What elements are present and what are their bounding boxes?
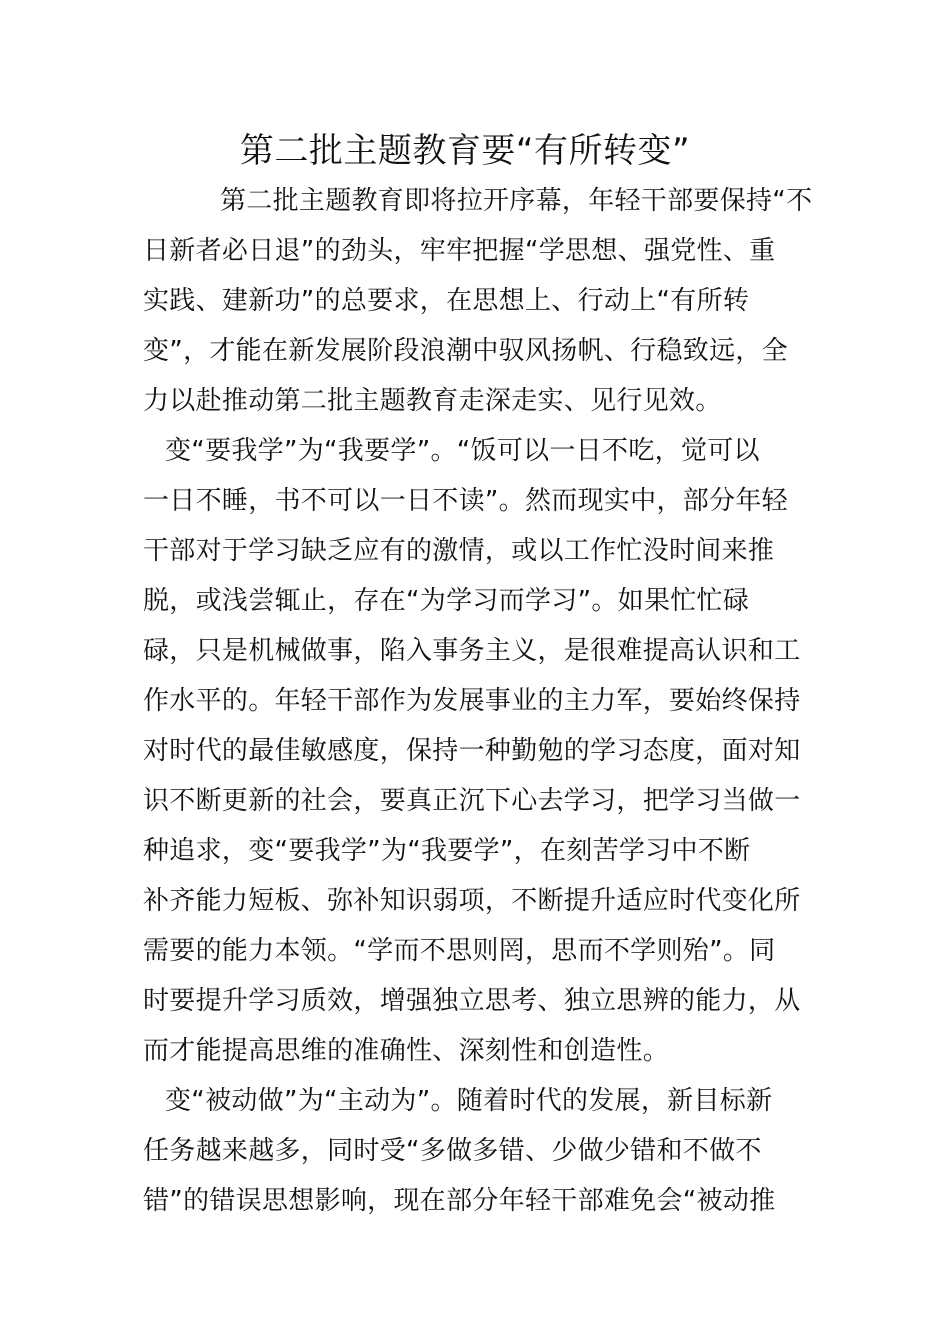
paragraph-line: 变”，才能在新发展阶段浪潮中驭风扬帆、行稳致远，全 <box>143 336 788 366</box>
paragraph-line: 任务越来越多，同时受“多做多错、少做少错和不做不 <box>143 1136 762 1166</box>
document-title: 第二批主题教育要“有所转变” <box>239 131 691 171</box>
paragraph-line: 变“要我学”为“我要学”。“饭可以一日不吃，觉可以 <box>165 436 760 466</box>
paragraph-line: 第二批主题教育即将拉开序幕，年轻干部要保持“不 <box>220 186 813 216</box>
paragraph-line: 对时代的最佳敏感度，保持一种勤勉的学习态度，面对知 <box>143 736 801 766</box>
paragraph-line: 识不断更新的社会，要真正沉下心去学习，把学习当做一 <box>143 786 801 816</box>
paragraph-line: 实践、建新功”的总要求，在思想上、行动上“有所转 <box>143 286 750 316</box>
paragraph-line: 补齐能力短板、弥补知识弱项，不断提升适应时代变化所 <box>143 886 801 916</box>
paragraph-line: 一日不睡，书不可以一日不读”。然而现实中，部分年轻 <box>143 486 788 516</box>
paragraph-line: 种追求，变“要我学”为“我要学”，在刻苦学习中不断 <box>143 836 751 866</box>
paragraph-line: 错”的错误思想影响，现在部分年轻干部难免会“被动推 <box>143 1186 776 1216</box>
paragraph-line: 需要的能力本领。“学而不思则罔，思而不学则殆”。同 <box>143 936 776 966</box>
paragraph-line: 而才能提高思维的准确性、深刻性和创造性。 <box>143 1036 670 1066</box>
paragraph-line: 碌，只是机械做事，陷入事务主义，是很难提高认识和工 <box>143 636 801 666</box>
paragraph-line: 干部对于学习缺乏应有的激情，或以工作忙没时间来推 <box>143 536 775 566</box>
paragraph-line: 变“被动做”为“主动为”。随着时代的发展，新目标新 <box>165 1086 773 1116</box>
paragraph-line: 力以赴推动第二批主题教育走深走实、见行见效。 <box>143 386 722 416</box>
paragraph-line: 脱，或浅尝辄止，存在“为学习而学习”。如果忙忙碌 <box>143 586 750 616</box>
paragraph-line: 时要提升学习质效，增强独立思考、独立思辨的能力，从 <box>143 986 801 1016</box>
document-body <box>143 176 811 1226</box>
paragraph-line: 日新者必日退”的劲头，牢牢把握“学思想、强党性、重 <box>143 236 776 266</box>
paragraph-line: 作水平的。年轻干部作为发展事业的主力军，要始终保持 <box>143 686 801 716</box>
